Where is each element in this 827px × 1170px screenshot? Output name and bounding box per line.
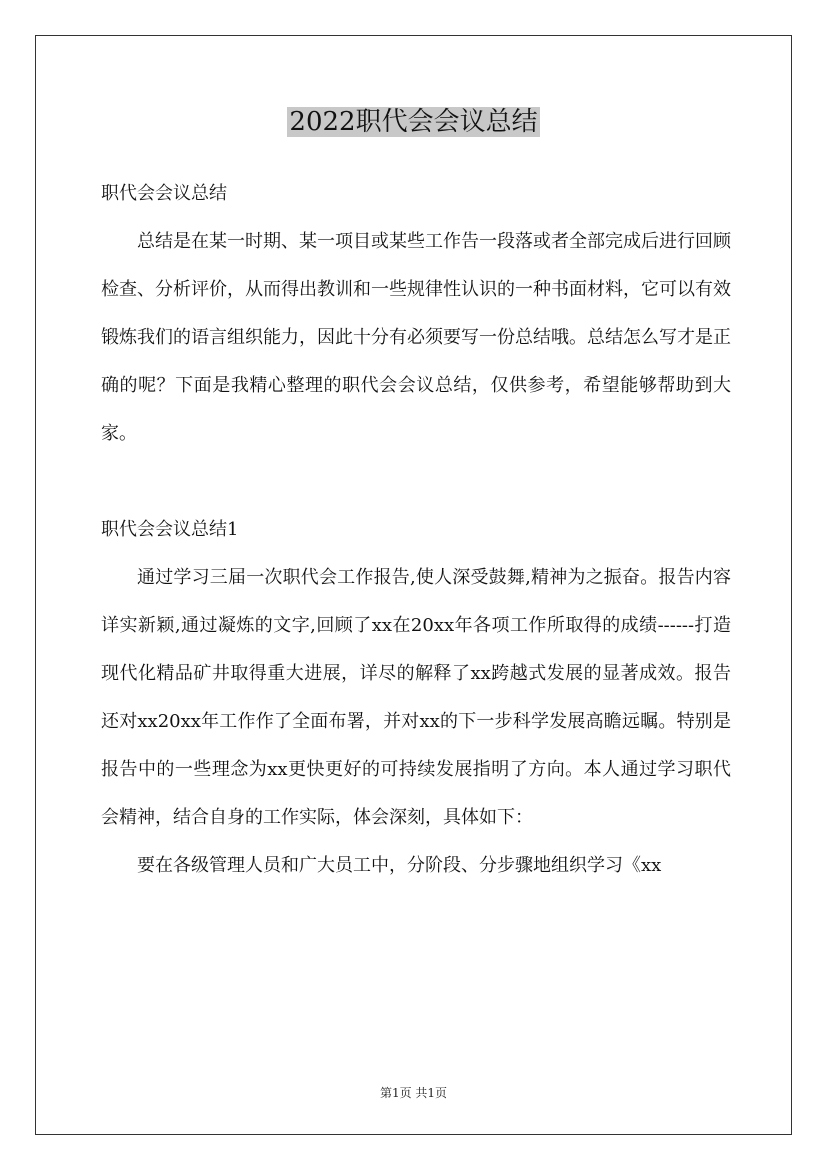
- intro-paragraph: 总结是在某一时期、某一项目或某些工作告一段落或者全部完成后进行回顾检查、分析评价，从而得出教训和一些规律性认识的一种书面材料，它可以有效锻炼我们的语言组织能力，因此十分有必须要写一份总结哦。总结怎么写才是正确的呢？下面是我精心整理的职代会会议总结，仅供参考，希望能够帮助到大家。: [101, 231, 731, 444]
- section1-paragraph-2: 要在各级管理人员和广大员工中，分阶段、分步骤地组织学习《xx: [137, 855, 662, 876]
- section1-heading: 职代会会议总结1: [101, 519, 239, 540]
- section-spacer: [101, 458, 731, 506]
- document-body: [101, 170, 731, 890]
- page-indicator: 第1页 共1页: [379, 1086, 448, 1100]
- document-title: [0, 100, 827, 144]
- section1-paragraph-1: 通过学习三届一次职代会工作报告,使人深受鼓舞,精神为之振奋。报告内容详实新颖,通过凝炼的文字,回顾了xx在20xx年各项工作所取得的成绩------打造现代化精品矿井取得重大进展，详尽的解释了xx跨越式发展的显著成效。报告还对xx20xx年工作作了全面布署，并对xx的下一步科学发展高瞻远瞩。特别是报告中的一些理念为xx更快更好的可持续发展指明了方向。本人通过学习职代会精神，结合自身的工作实际，体会深刻，具体如下：: [101, 567, 731, 828]
- page-footer: [0, 1084, 827, 1102]
- intro-heading: 职代会会议总结: [101, 183, 227, 204]
- document-title-text: 2022职代会会议总结: [289, 107, 538, 137]
